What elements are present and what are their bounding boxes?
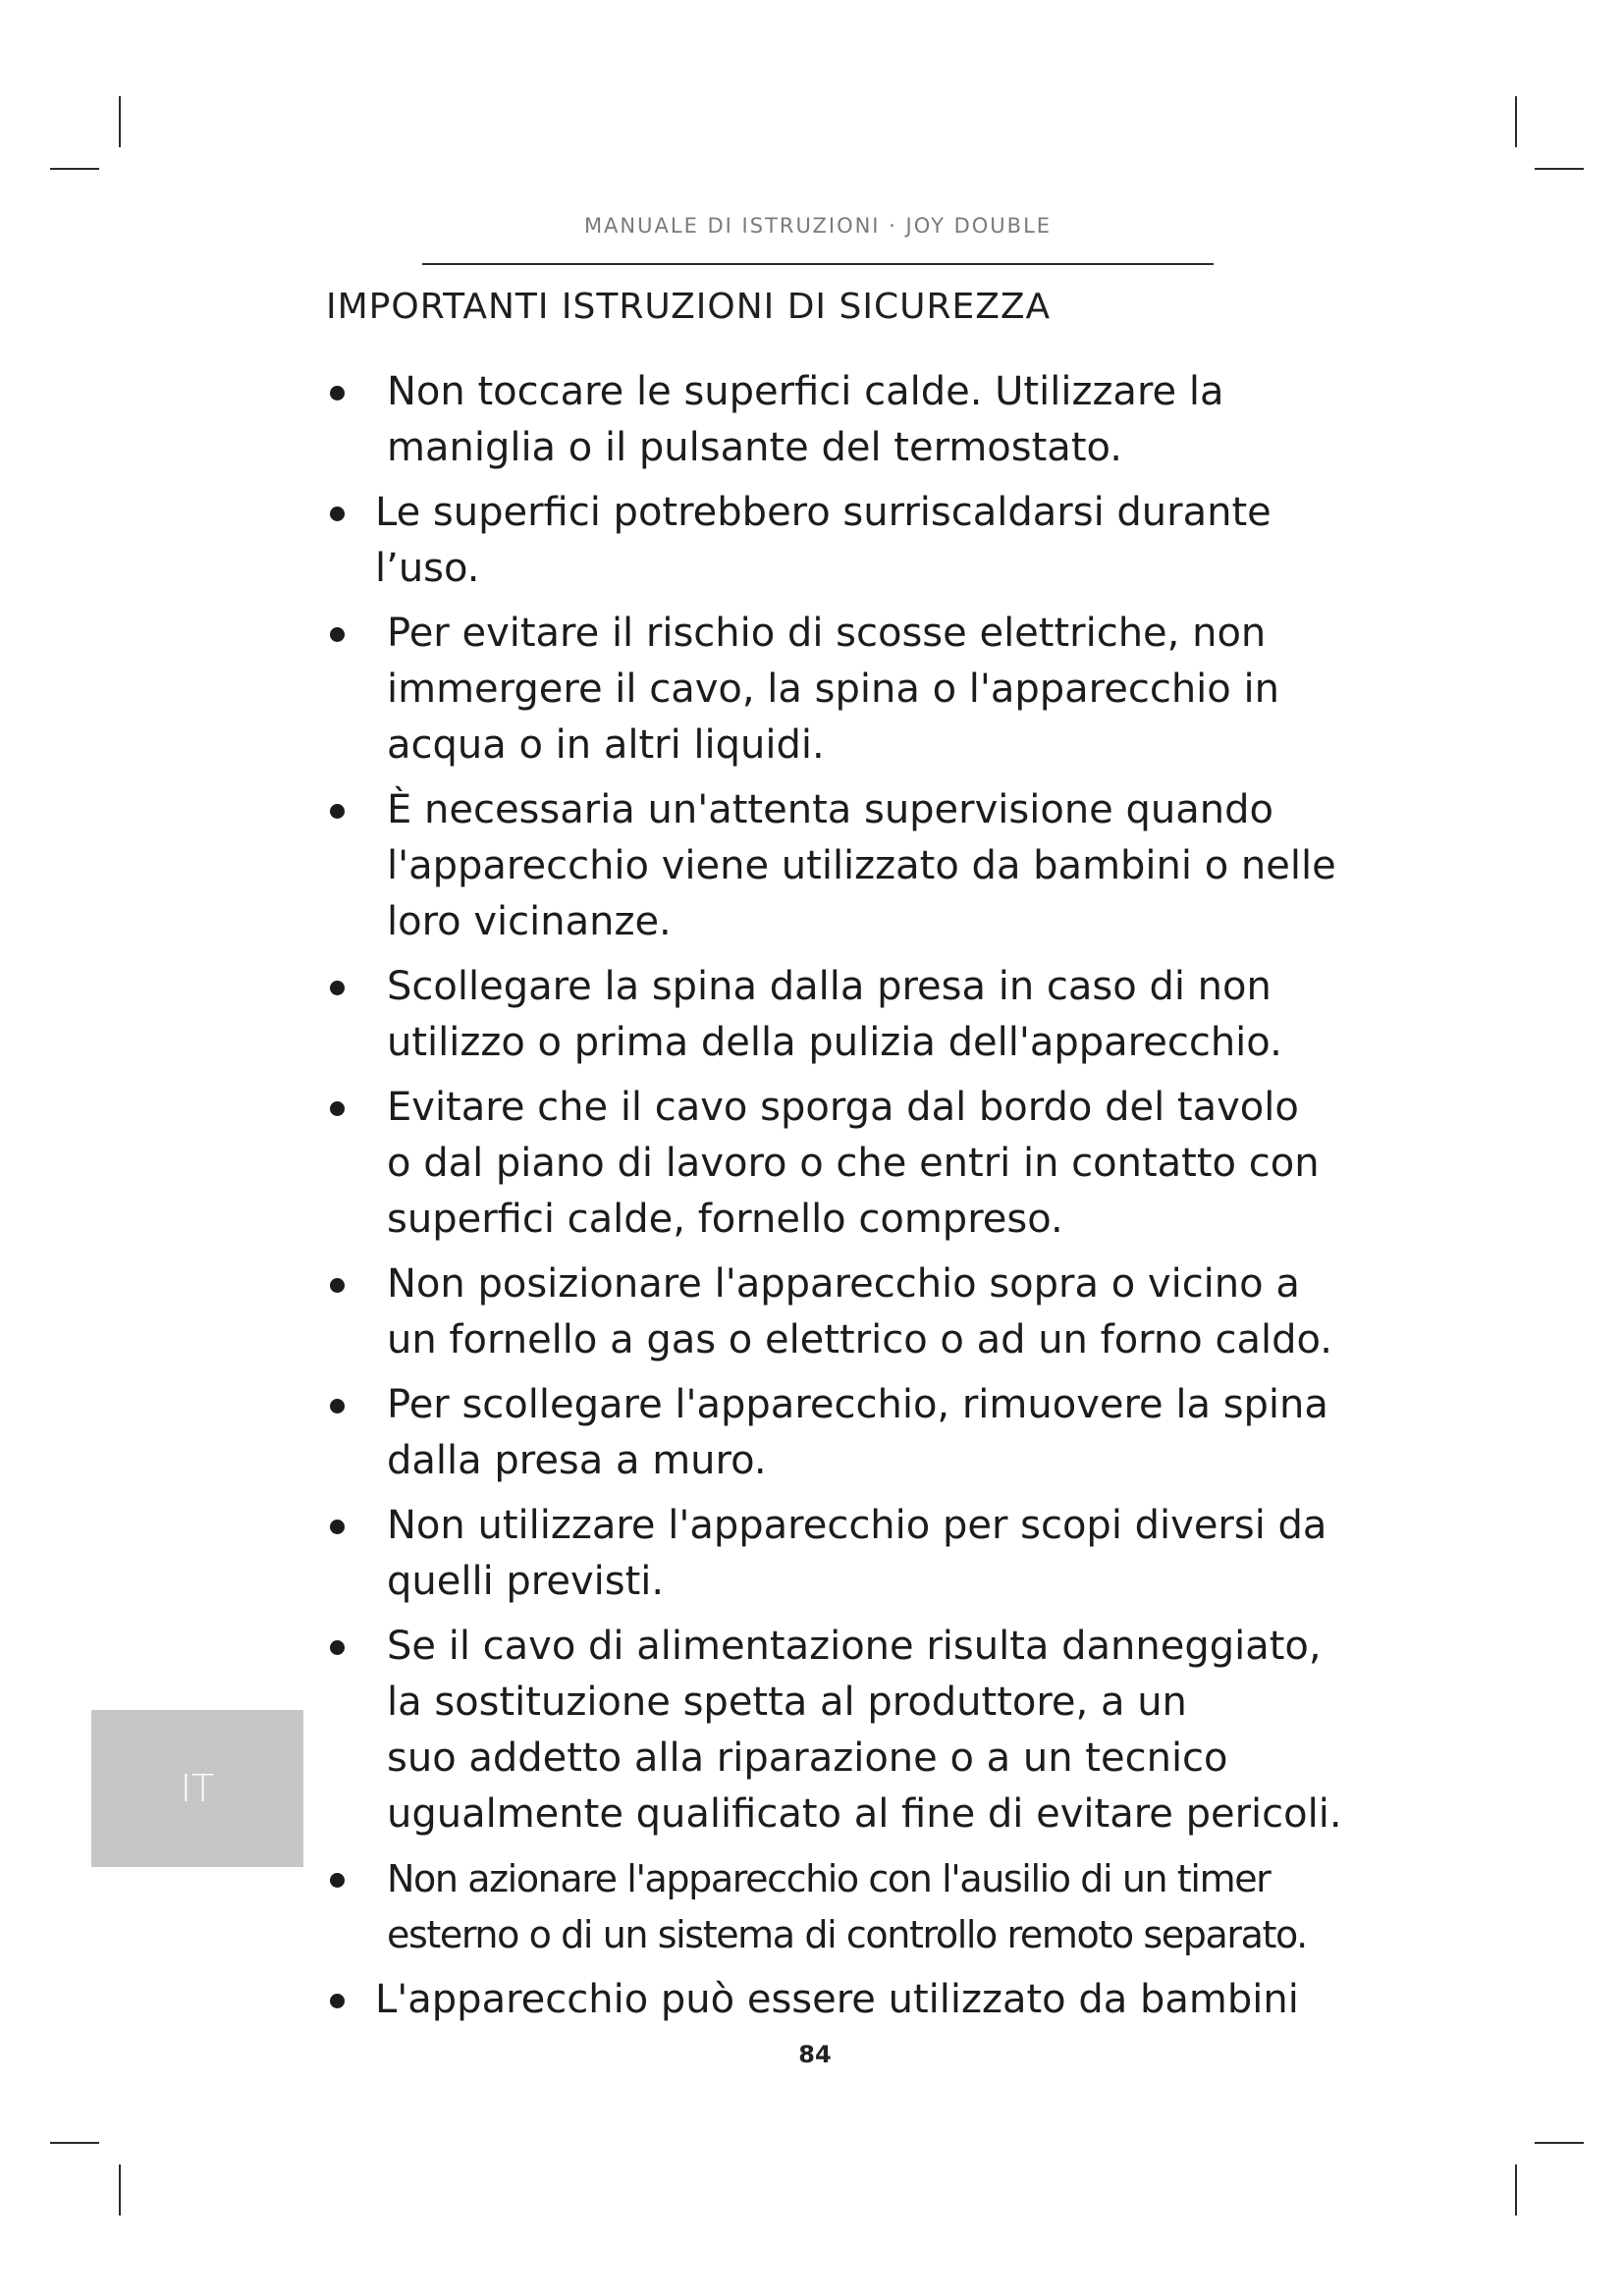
- bullet-dot-icon: [330, 804, 345, 819]
- crop-mark-bottom-left-vertical: [119, 2164, 121, 2216]
- bullet-dot-icon: [330, 627, 345, 642]
- bullet-dot-icon: [330, 1101, 345, 1116]
- crop-mark-top-left-horizontal: [50, 168, 99, 170]
- bullet-dot-icon: [330, 507, 345, 521]
- running-header: MANUALE DI ISTRUZIONI · JOY DOUBLE: [583, 214, 1053, 238]
- page-number: 84: [798, 2041, 832, 2068]
- language-tab: [91, 1710, 303, 1867]
- list-item: Per evitare il rischio di scosse elettriche, non immergere il cavo, la spina o l'apparecchio in acqua o in altri liquidi.: [326, 606, 1406, 774]
- crop-mark-bottom-right-horizontal: [1535, 2142, 1584, 2144]
- list-item: Per scollegare l'apparecchio, rimuovere la spina dalla presa a muro.: [326, 1377, 1406, 1489]
- bullet-dot-icon: [330, 386, 345, 400]
- bullet-dot-icon: [330, 981, 345, 995]
- crop-mark-bottom-right-vertical: [1515, 2164, 1517, 2216]
- list-item: Se il cavo di alimentazione risulta danneggiato, la sostituzione spetta al produttore, a un suo addetto alla riparazione o a un tecnico ugualmente qualificato al fine di evitare pericoli.: [326, 1619, 1406, 1842]
- list-item: Non posizionare l'apparecchio sopra o vicino a un fornello a gas o elettrico o ad un forno caldo.: [326, 1256, 1406, 1368]
- bullet-dot-icon: [330, 1873, 345, 1888]
- crop-mark-bottom-left-horizontal: [50, 2142, 99, 2144]
- section-title: IMPORTANTI ISTRUZIONI DI SICUREZZA: [326, 287, 1052, 327]
- language-code: IT: [180, 1767, 215, 1810]
- crop-mark-top-right-horizontal: [1535, 168, 1584, 170]
- bullet-dot-icon: [330, 1278, 345, 1293]
- crop-mark-top-right-vertical: [1515, 96, 1517, 147]
- list-item: Le superfici potrebbero surriscaldarsi durante l’uso.: [326, 485, 1406, 597]
- safety-instructions-list: [326, 364, 1406, 2037]
- list-item: Scollegare la spina dalla presa in caso di non utilizzo o prima della pulizia dell'apparecchio.: [326, 959, 1406, 1071]
- bullet-dot-icon: [330, 1399, 345, 1414]
- crop-mark-top-left-vertical: [119, 96, 121, 147]
- bullet-dot-icon: [330, 1994, 345, 2008]
- list-item: Non toccare le superfici calde. Utilizzare la maniglia o il pulsante del termostato.: [326, 364, 1406, 476]
- list-item: È necessaria un'attenta supervisione quando l'apparecchio viene utilizzato da bambini o nelle loro vicinanze.: [326, 782, 1406, 950]
- list-item: L'apparecchio può essere utilizzato da bambini: [326, 1972, 1406, 2028]
- header-rule: [422, 263, 1214, 265]
- bullet-dot-icon: [330, 1640, 345, 1655]
- list-item: Non azionare l'apparecchio con l'ausilio di un timer esterno o di un sistema di controllo remoto separato.: [326, 1851, 1406, 1963]
- list-item: Non utilizzare l'apparecchio per scopi diversi da quelli previsti.: [326, 1498, 1406, 1610]
- list-item: Evitare che il cavo sporga dal bordo del tavolo o dal piano di lavoro o che entri in contatto con superfici calde, fornello compreso.: [326, 1080, 1406, 1248]
- bullet-dot-icon: [330, 1520, 345, 1534]
